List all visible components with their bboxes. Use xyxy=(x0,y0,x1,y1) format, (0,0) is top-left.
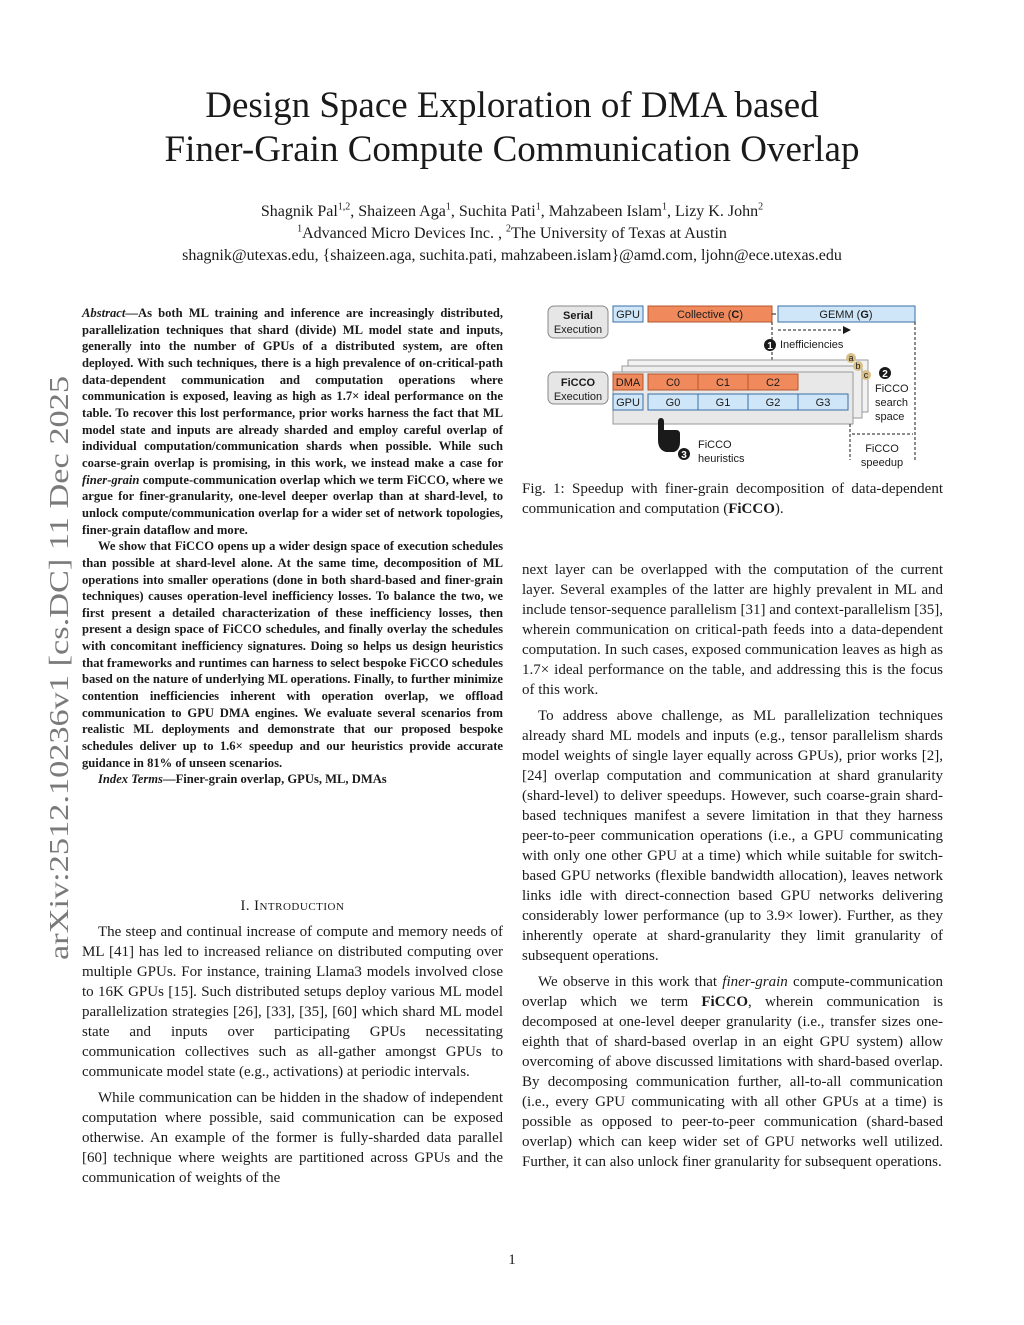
right-p3-em: finer-grain xyxy=(722,974,788,990)
right-paragraph-3 xyxy=(522,972,943,1172)
gemm-label: GEMM (G) xyxy=(819,309,873,321)
index-terms-label: Index Terms xyxy=(98,772,163,787)
c-chunk-label: C0 xyxy=(665,377,681,389)
right-p3-bold: FiCCO xyxy=(701,994,749,1010)
marker-3-text: 3 xyxy=(681,450,687,461)
stack-letter-c: c xyxy=(863,370,869,380)
design-space-label-3: space xyxy=(875,411,905,423)
g-chunk-label: G0 xyxy=(665,397,681,409)
arxiv-side-stamp xyxy=(22,372,82,962)
abstract-p1-tail: compute-communication overlap which we term FiCCO, where we argue for finer-granularity, one-level deeper overlap than at shard-level, to unlock compute/communication overlap for a wider set of network topologies, finer-grain dataflow and more. xyxy=(82,472,504,537)
author-block xyxy=(90,201,934,267)
author-emails: shagnik@utexas.edu, {shaizeen.aga, suchita.pati, mahzabeen.islam}@amd.com, ljohn@ece.utexas.edu xyxy=(182,247,842,264)
right-p3-a: We observe in this work that xyxy=(538,974,718,990)
title-line-1: Design Space Exploration of DMA based xyxy=(205,85,819,126)
right-paragraph-1: next layer can be overlapped with the computation of the current layer. Several examples of the latter are highly prevalent in ML and include tensor-sequence parallelism [31] and context-parallelism [35], wherein communication on critical-path feeds into a data-dependent computation. In such cases, exposed communication leaves as high as 1.7× ideal performance on the table, and addressing this is the focus of this work. xyxy=(522,562,943,698)
g-chunk-label: G3 xyxy=(815,397,831,409)
abstract-label: Abstract xyxy=(82,306,126,320)
section-number: I. xyxy=(240,898,251,914)
intro-paragraph-2: While communication can be hidden in the shadow of independent computation where possible, said communication can be exposed otherwise. An example of the former is fully-sharded data parallel [60] technique where weights are partitioned across GPUs and the communication of weights of the xyxy=(82,1090,503,1186)
c-chunk-label: C2 xyxy=(765,377,781,389)
marker-2-text: 2 xyxy=(882,369,888,380)
design-space-label-1: FiCCO xyxy=(875,383,909,395)
ficco-label-1: FiCCO xyxy=(560,377,596,389)
caption-tail: ). xyxy=(774,501,784,517)
author-names: Shagnik Pal$^{1,2}$, Shaizeen Aga$^1$, Suchita Pati$^1$, Mahzabeen Islam$^1$, Lizy K. John$^2$ xyxy=(260,201,764,220)
caption-text: Speedup with finer-grain decomposition of data-dependent communication and computation ( xyxy=(522,481,943,517)
author-name: Suchita Pati xyxy=(458,203,536,220)
abstract-emphasis: finer-grain xyxy=(82,472,140,487)
section-heading xyxy=(82,896,503,917)
right-p3-b: compute-communication overlap which we term xyxy=(522,974,944,1010)
section-title-first: I xyxy=(254,898,260,914)
g-chunk-label: G2 xyxy=(765,397,781,409)
figure-caption xyxy=(522,479,943,519)
stack-letter-a: a xyxy=(848,353,854,363)
figure-1 xyxy=(540,300,920,472)
heuristics-label-2: heuristics xyxy=(698,453,745,465)
index-terms: Index Terms—Finer-grain overlap, GPUs, ML, DMAs xyxy=(98,772,387,787)
abstract-p1: As both ML training and inference are increasingly distributed, parallelization techniques that shard (divide) ML model state and inputs, generally into the number of GPUs of a distributed system, are often deployed. With such techniques, there is a high prevalence of on-critical-path data-dependent communication and computation operations where communication is exposed, leaving as high as 1.7× ideal performance on the table. To recover this lost performance, prior works harness the fact that ML model state and inputs are already sharded and employ careful overlap of individual computation/communication shards when possible. While such coarse-grain overlap is promising, in this work, we instead make a case for xyxy=(82,306,503,470)
marker-1-text: 1 xyxy=(767,341,773,352)
affiliation: Advanced Micro Devices Inc. xyxy=(302,225,495,242)
serial-label-2: Execution xyxy=(553,324,603,336)
section-title-rest: NTRODUCTION xyxy=(259,901,345,913)
author-name: Shaizeen Aga xyxy=(358,203,446,220)
page-number: 1 xyxy=(508,1252,516,1268)
inefficiencies-label: Inefficiencies xyxy=(780,339,844,351)
caption-bold: FiCCO xyxy=(728,501,775,517)
heuristics-label-1: FiCCO xyxy=(698,439,732,451)
caption-label: Fig. 1: xyxy=(522,481,565,497)
affiliation: The University of Texas at Austin xyxy=(511,225,727,242)
ficco-gpu-text: GPU xyxy=(616,397,640,409)
g-chunk-label: G1 xyxy=(715,397,731,409)
speedup-label-1: FiCCO xyxy=(865,443,899,455)
author-name: Shagnik Pal xyxy=(260,203,338,220)
dma-text: DMA xyxy=(615,377,641,389)
stack-letter-b: b xyxy=(855,361,861,371)
index-terms-text: Finer-grain overlap, GPUs, ML, DMAs xyxy=(175,772,387,787)
c-chunk-label: C1 xyxy=(715,377,731,389)
abstract-p2: We show that FiCCO opens up a wider design space of execution schedules than possible at shard-level alone. At the same time, decomposition of ML operations into smaller operations (done in both shard-based and finer-grain techniques) causes operation-level inefficiency losses. To balance the two, we first present a detailed characterization of these inefficiency losses, then present a design space of FiCCO schedules, and finally overlay the schedules with concomitant inefficiency signatures. Doing so helps us design heuristics that frameworks and runtimes can harness to select bespoke FiCCO schedules based on the nature of underlying ML operations. Finally, to further minimize contention inefficiencies inherent with operation overlap, we offload communication to GPU DMA engines. We evaluate several scenarios from realistic ML deployments and demonstrate that our proposed bespoke schedules deliver up to 1.6× speedup and our heuristics provide accurate guidance in 81% of unseen scenarios. xyxy=(82,539,503,770)
serial-label-1: Serial xyxy=(563,310,593,322)
design-space-label-2: search xyxy=(875,397,909,409)
abstract: Abstract—As both ML training and inference are increasingly distributed, parallelization techniques that shard (divide) ML model state and inputs, generally into the number of GPUs of a distributed system, are often deployed. With such techniques, there is a high prevalence of on-critical-path data-dependent communication and computation operations where communication is exposed, leaving as high as 1.7× ideal performance on the table. To recover this lost performance, prior works harness the fact that ML model state and inputs are already sharded and employ careful overlap of individual computation/communication shards when possible. While such coarse-grain overlap is promising, in this work, we instead make a case for finer-grain compute-communication overlap which we term FiCCO, where we argue for finer-granularity, one-level deeper overlap than at shard-level, to unlock compute/communication overlap for a wider set of network topologies, finer-grain dataflow and more. We show that FiCCO opens up a wider design space of execution schedules than possible at shard-level alone. At the same time, decomposition of ML operations into smaller operations (done in both shard-based and finer-grain techniques) causes operation-level inefficiency losses. To balance the two, we first present a detailed characterization of these inefficiency losses, then present a design space of FiCCO schedules, and finally overlay the schedules with concomitant inefficiency signatures. Doing so helps us design heuristics that frameworks and runtimes can harness to select bespoke FiCCO schedules based on the nature of underlying ML operations. Finally, to further minimize contention inefficiencies inherent with operation overlap, we offload communication to GPU DMA engines. We evaluate several scenarios from realistic ML deployments and demonstrate that our proposed bespoke schedules deliver up to 1.6× speedup and our heuristics provide accurate guidance in 81% of unseen scenarios. Index Terms—Finer-grain overlap, GPUs, ML, DMAs xyxy=(82,306,504,787)
title-line-2: Finer-Grain Compute Communication Overlap xyxy=(164,129,860,170)
right-p3-c: , wherein communication is decomposed at one-level deeper granularity (i.e., transfer sizes one-eighth that of shard-based overlap in an eight GPU system) allow overcoming of above discussed limitations with shard-based overlap. By decomposing communication further, all-to-all communication (i.e., every GPU communicating with all other GPUs at a time) is possible as opposed to peer-to-peer communication (shard-based overlap) which can keep wider set of GPU networks well utilized. Further, it can also unlock finer granularity for subsequent operations. xyxy=(522,994,943,1170)
intro-paragraph-1: The steep and continual increase of compute and memory needs of ML [41] has led to increased reliance on distributed computing over multiple GPUs. For instance, training Llama3 models involved close to 16K GPUs [15]. Such distributed setups deploy various ML model parallelization strategies [26], [33], [35], [60] which shard ML model state and inputs over participating GPUs necessitating communication collectives such as all-gather amongst GPUs to communicate model state (e.g., activations) at periodic intervals. xyxy=(82,924,503,1080)
right-column-body xyxy=(522,560,943,1178)
right-paragraph-2: To address above challenge, as ML parallelization techniques already shard ML models and inputs (e.g., tensor parallelism shards model weights of single layer equally across GPUs), prior works [2], [24] overlap computation and communication at shard granularity (shard-level) to deliver speedups. However, such coarse-grain shard-based techniques manifest a severe limitation in that they harness peer-to-peer communication operations (i.e., a GPU communicating with only one other GPU at a time) which while suitable for switch-based GPU networks (flexible bandwidth allocation), leaves network links idle with direct-connection based GPU networks delivering considerably lower performance (up to 3.9× lower). Further, as they inherently operate at shard-granularity they limit granularity of subsequent operations. xyxy=(522,708,943,964)
ficco-label-2: Execution xyxy=(553,391,603,403)
author-affiliations: $^1$Advanced Micro Devices Inc. , $^2$The University of Texas at Austin xyxy=(297,223,727,242)
arxiv-stamp-text: arXiv:2512.10236v1 [cs.DC] 11 Dec 2025 xyxy=(44,500,74,960)
speedup-label-2: speedup xyxy=(860,457,904,469)
collective-label: Collective (C) xyxy=(676,309,744,321)
author-name: Lizy K. John xyxy=(674,203,759,220)
serial-gpu-text: GPU xyxy=(616,309,640,321)
introduction-body xyxy=(82,922,503,1194)
author-name: Mahzabeen Islam xyxy=(548,203,662,220)
paper-title xyxy=(90,84,934,172)
